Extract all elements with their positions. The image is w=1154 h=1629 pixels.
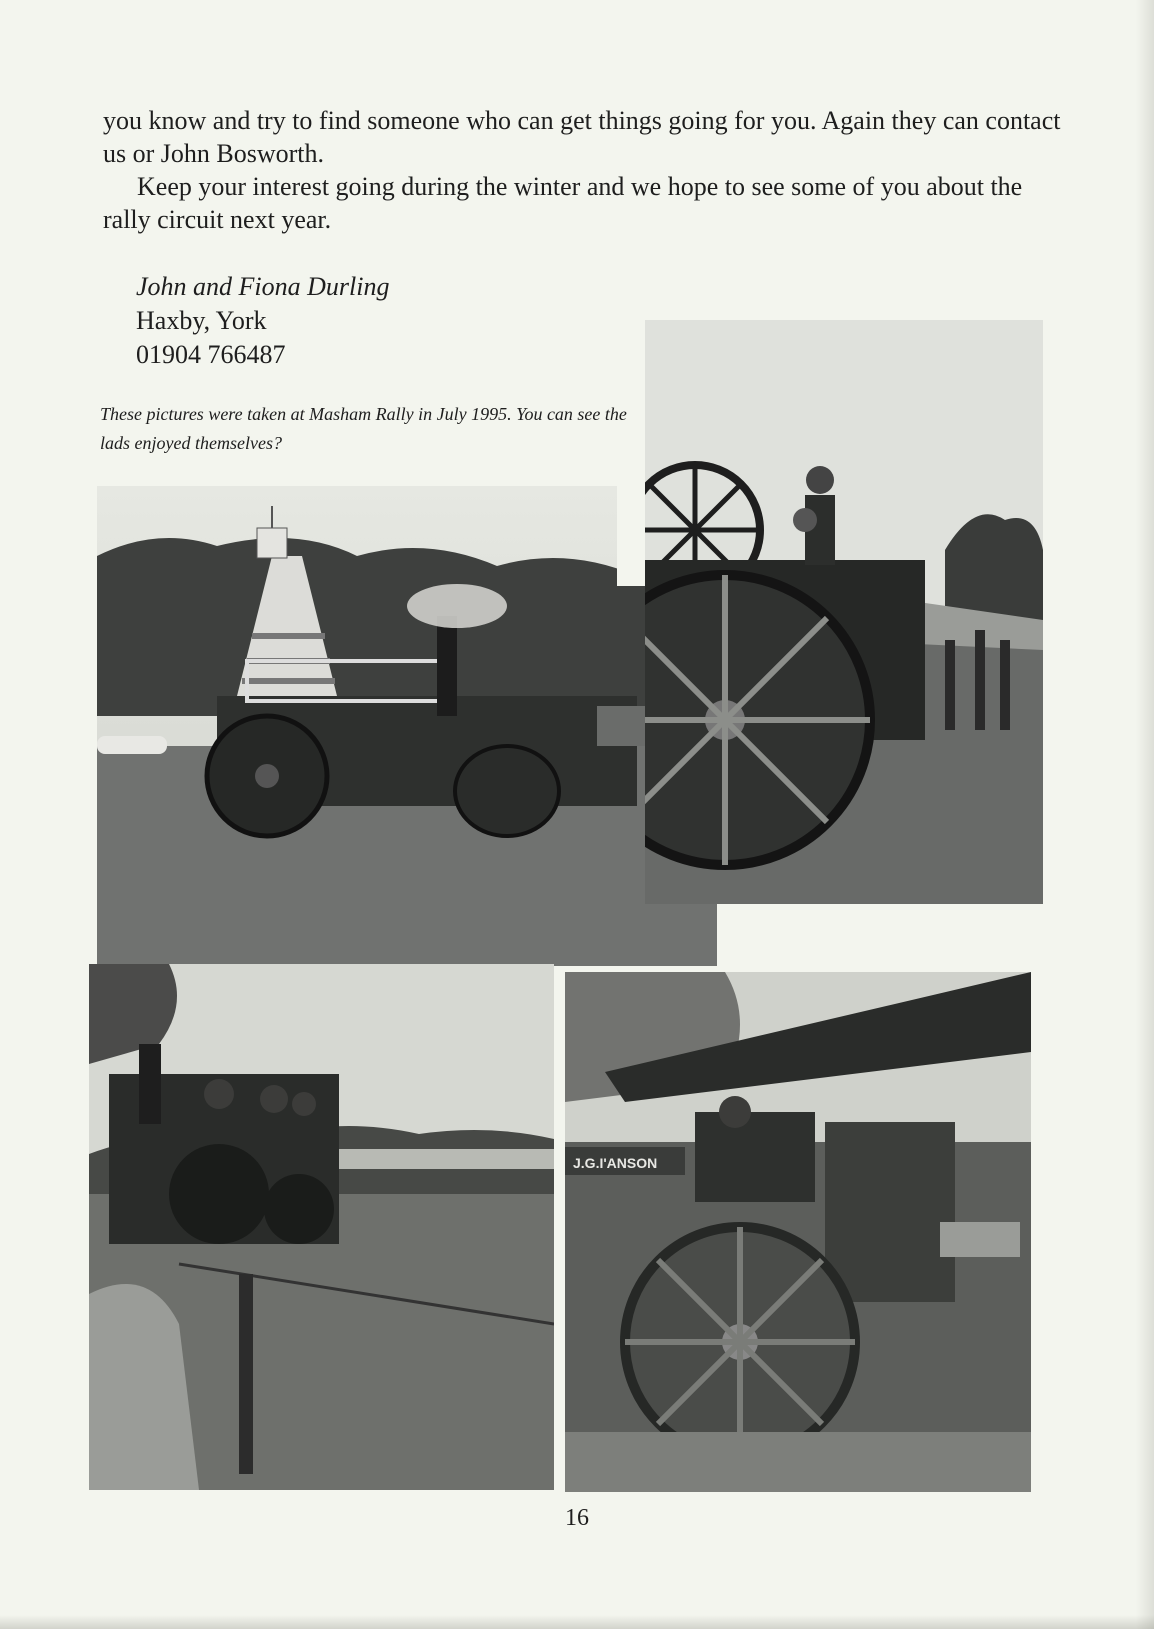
signoff-place: Haxby, York (136, 306, 267, 335)
photo-traction-engine-boys (645, 320, 1043, 904)
body-text (103, 104, 1063, 236)
signoff-block (136, 270, 390, 372)
body-paragraph-2: Keep your interest going during the winter and we hope to see some of you about the rally circuit next year. (103, 172, 1023, 234)
page-number: 16 (565, 1505, 589, 1531)
body-paragraph-1: you know and try to find someone who can get things going for you. Again they can contact us or John Bosworth. (103, 106, 1061, 168)
photo-engine-group (89, 964, 554, 1490)
photo-sign-text: J.G.I'ANSON (573, 1155, 658, 1171)
photo-steam-roller-helter-skelter (97, 486, 717, 966)
signoff-name: John and Fiona Durling (136, 272, 390, 301)
page-edge-shadow (1136, 0, 1154, 1629)
signoff-phone: 01904 766487 (136, 340, 286, 369)
photo-engine-canopy (565, 972, 1031, 1492)
photo-caption: These pictures were taken at Masham Rally in July 1995. You can see the lads enjoyed themselves? (100, 404, 627, 453)
page-bottom-shadow (0, 1615, 1154, 1629)
